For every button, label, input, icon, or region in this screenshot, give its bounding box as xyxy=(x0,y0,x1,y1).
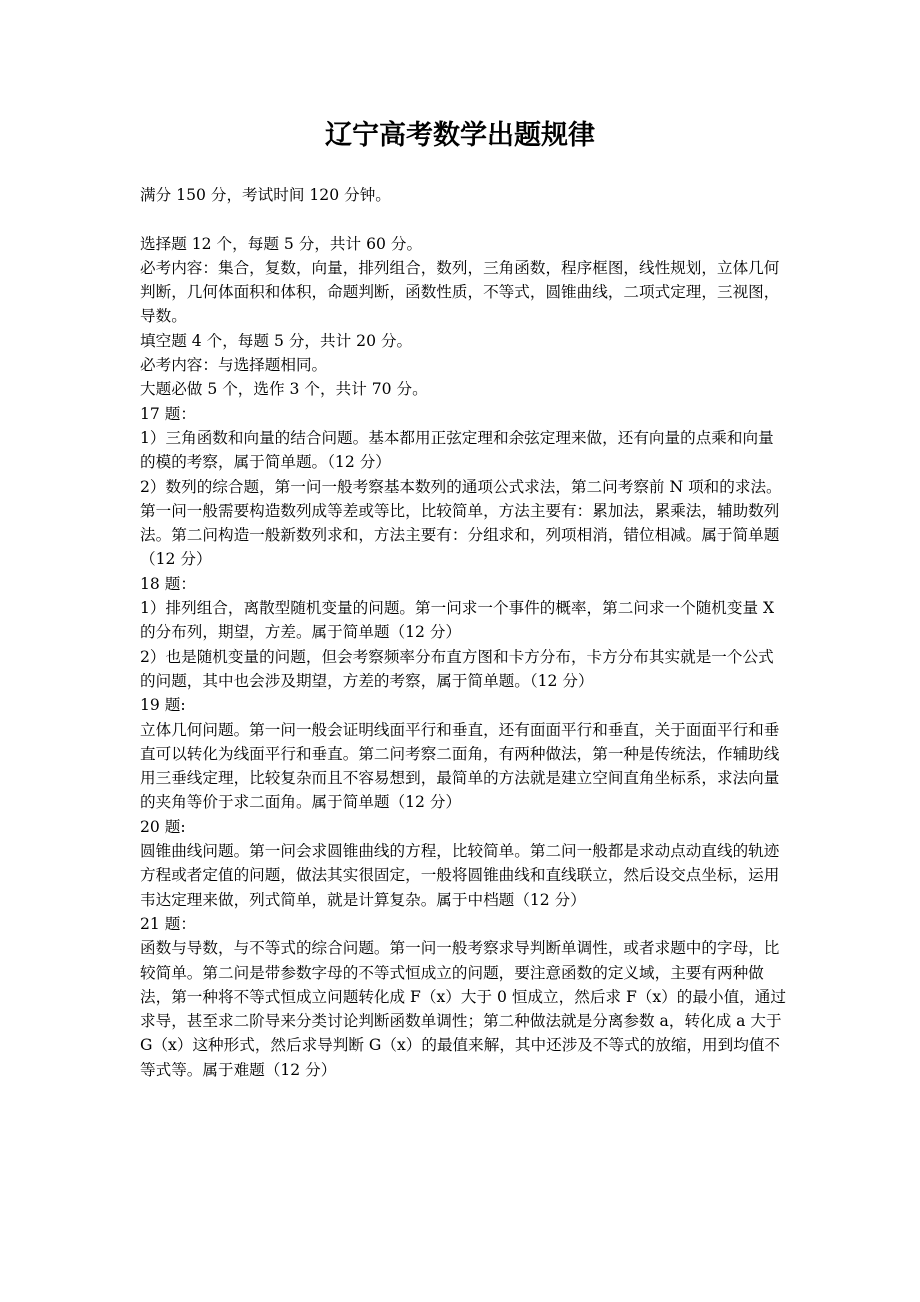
paragraph: 2）也是随机变量的问题，但会考察频率分布直方图和卡方分布，卡方分布其实就是一个公式的问题，其中也会涉及期望，方差的考察，属于简单题。（12 分） xyxy=(140,647,774,690)
paragraph: 必考内容：与选择题相同。 xyxy=(140,356,328,375)
paragraph: 立体几何问题。第一问一般会证明线面平行和垂直，还有面面平行和垂直，关于面面平行和垂直可以转化为线面平行和垂直。第二问考察二面角，有两种做法，第一种是传统法，作辅助线用三垂线定理，比较复杂而且不容易想到，最简单的方法就是建立空间直角坐标系，求法向量的夹角等价于求二面角。属于简单题（12 分） xyxy=(140,720,780,812)
blank-line xyxy=(140,207,786,231)
paragraph: 函数与导数，与不等式的综合问题。第一问一般考察求导判断单调性，或者求题中的字母，比较简单。第二问是带参数字母的不等式恒成立的问题，要注意函数的定义域，主要有两种做法，第一种将不等式恒成立问题转化成 F（x）大于 0 恒成立，然后求 F（x）的最小值，通过求导，甚至求二阶导来分类讨论判断函数单调性；第二种做法就是分离参数 a，转化成 a 大于 G（x）这种形式，然后求导判断 G（x）的最值来解，其中还涉及不等式的放缩，用到均值不等式等。属于难题（12 分） xyxy=(140,939,786,1079)
document-body xyxy=(140,183,786,1082)
section-heading: 21 题： xyxy=(140,914,196,933)
section-heading: 18 题： xyxy=(140,574,196,593)
paragraph: 填空题 4 个，每题 5 分，共计 20 分。 xyxy=(140,331,413,350)
document-title: 辽宁高考数学出题规律 xyxy=(325,120,595,151)
paragraph: 1）三角函数和向量的结合问题。基本都用正弦定理和余弦定理来做，还有向量的点乘和向量的模的考察，属于简单题。（12 分） xyxy=(140,428,774,472)
paragraph: 必考内容：集合，复数，向量，排列组合，数列，三角函数，程序框图，线性规划，立体几何判断，几何体面积和体积，命题判断，函数性质，不等式，圆锥曲线，二项式定理，三视图，导数。 xyxy=(140,258,780,326)
paragraph: 大题必做 5 个，选作 3 个，共计 70 分。 xyxy=(140,380,428,399)
paragraph: 选择题 12 个，每题 5 分，共计 60 分。 xyxy=(140,234,423,253)
paragraph: 圆锥曲线问题。第一问会求圆锥曲线的方程，比较简单。第二问一般都是求动点动直线的轨迹方程或者定值的问题，做法其实很固定，一般将圆锥曲线和直线联立，然后设交点坐标，运用韦达定理来做，列式简单，就是计算复杂。属于中档题（12 分） xyxy=(140,842,780,909)
section-heading: 19 题: xyxy=(140,696,186,715)
paragraph: 1）排列组合，离散型随机变量的问题。第一问求一个事件的概率，第二问求一个随机变量 X 的分布列，期望，方差。属于简单题（12 分） xyxy=(140,599,775,642)
section-heading: 20 题: xyxy=(140,817,186,836)
paragraph: 2）数列的综合题，第一问一般考察基本数列的通项公式求法，第二问考察前 N 项和的求法。第一问一般需要构造数列成等差或等比，比较简单，方法主要有：累加法，累乘法，辅助数列法。第二问构造一般新数列求和，方法主要有：分组求和，列项相消，错位相减。属于简单题（12 分） xyxy=(140,477,782,569)
paragraph: 满分 150 分，考试时间 120 分钟。 xyxy=(140,186,391,204)
section-heading: 17 题： xyxy=(140,404,196,423)
